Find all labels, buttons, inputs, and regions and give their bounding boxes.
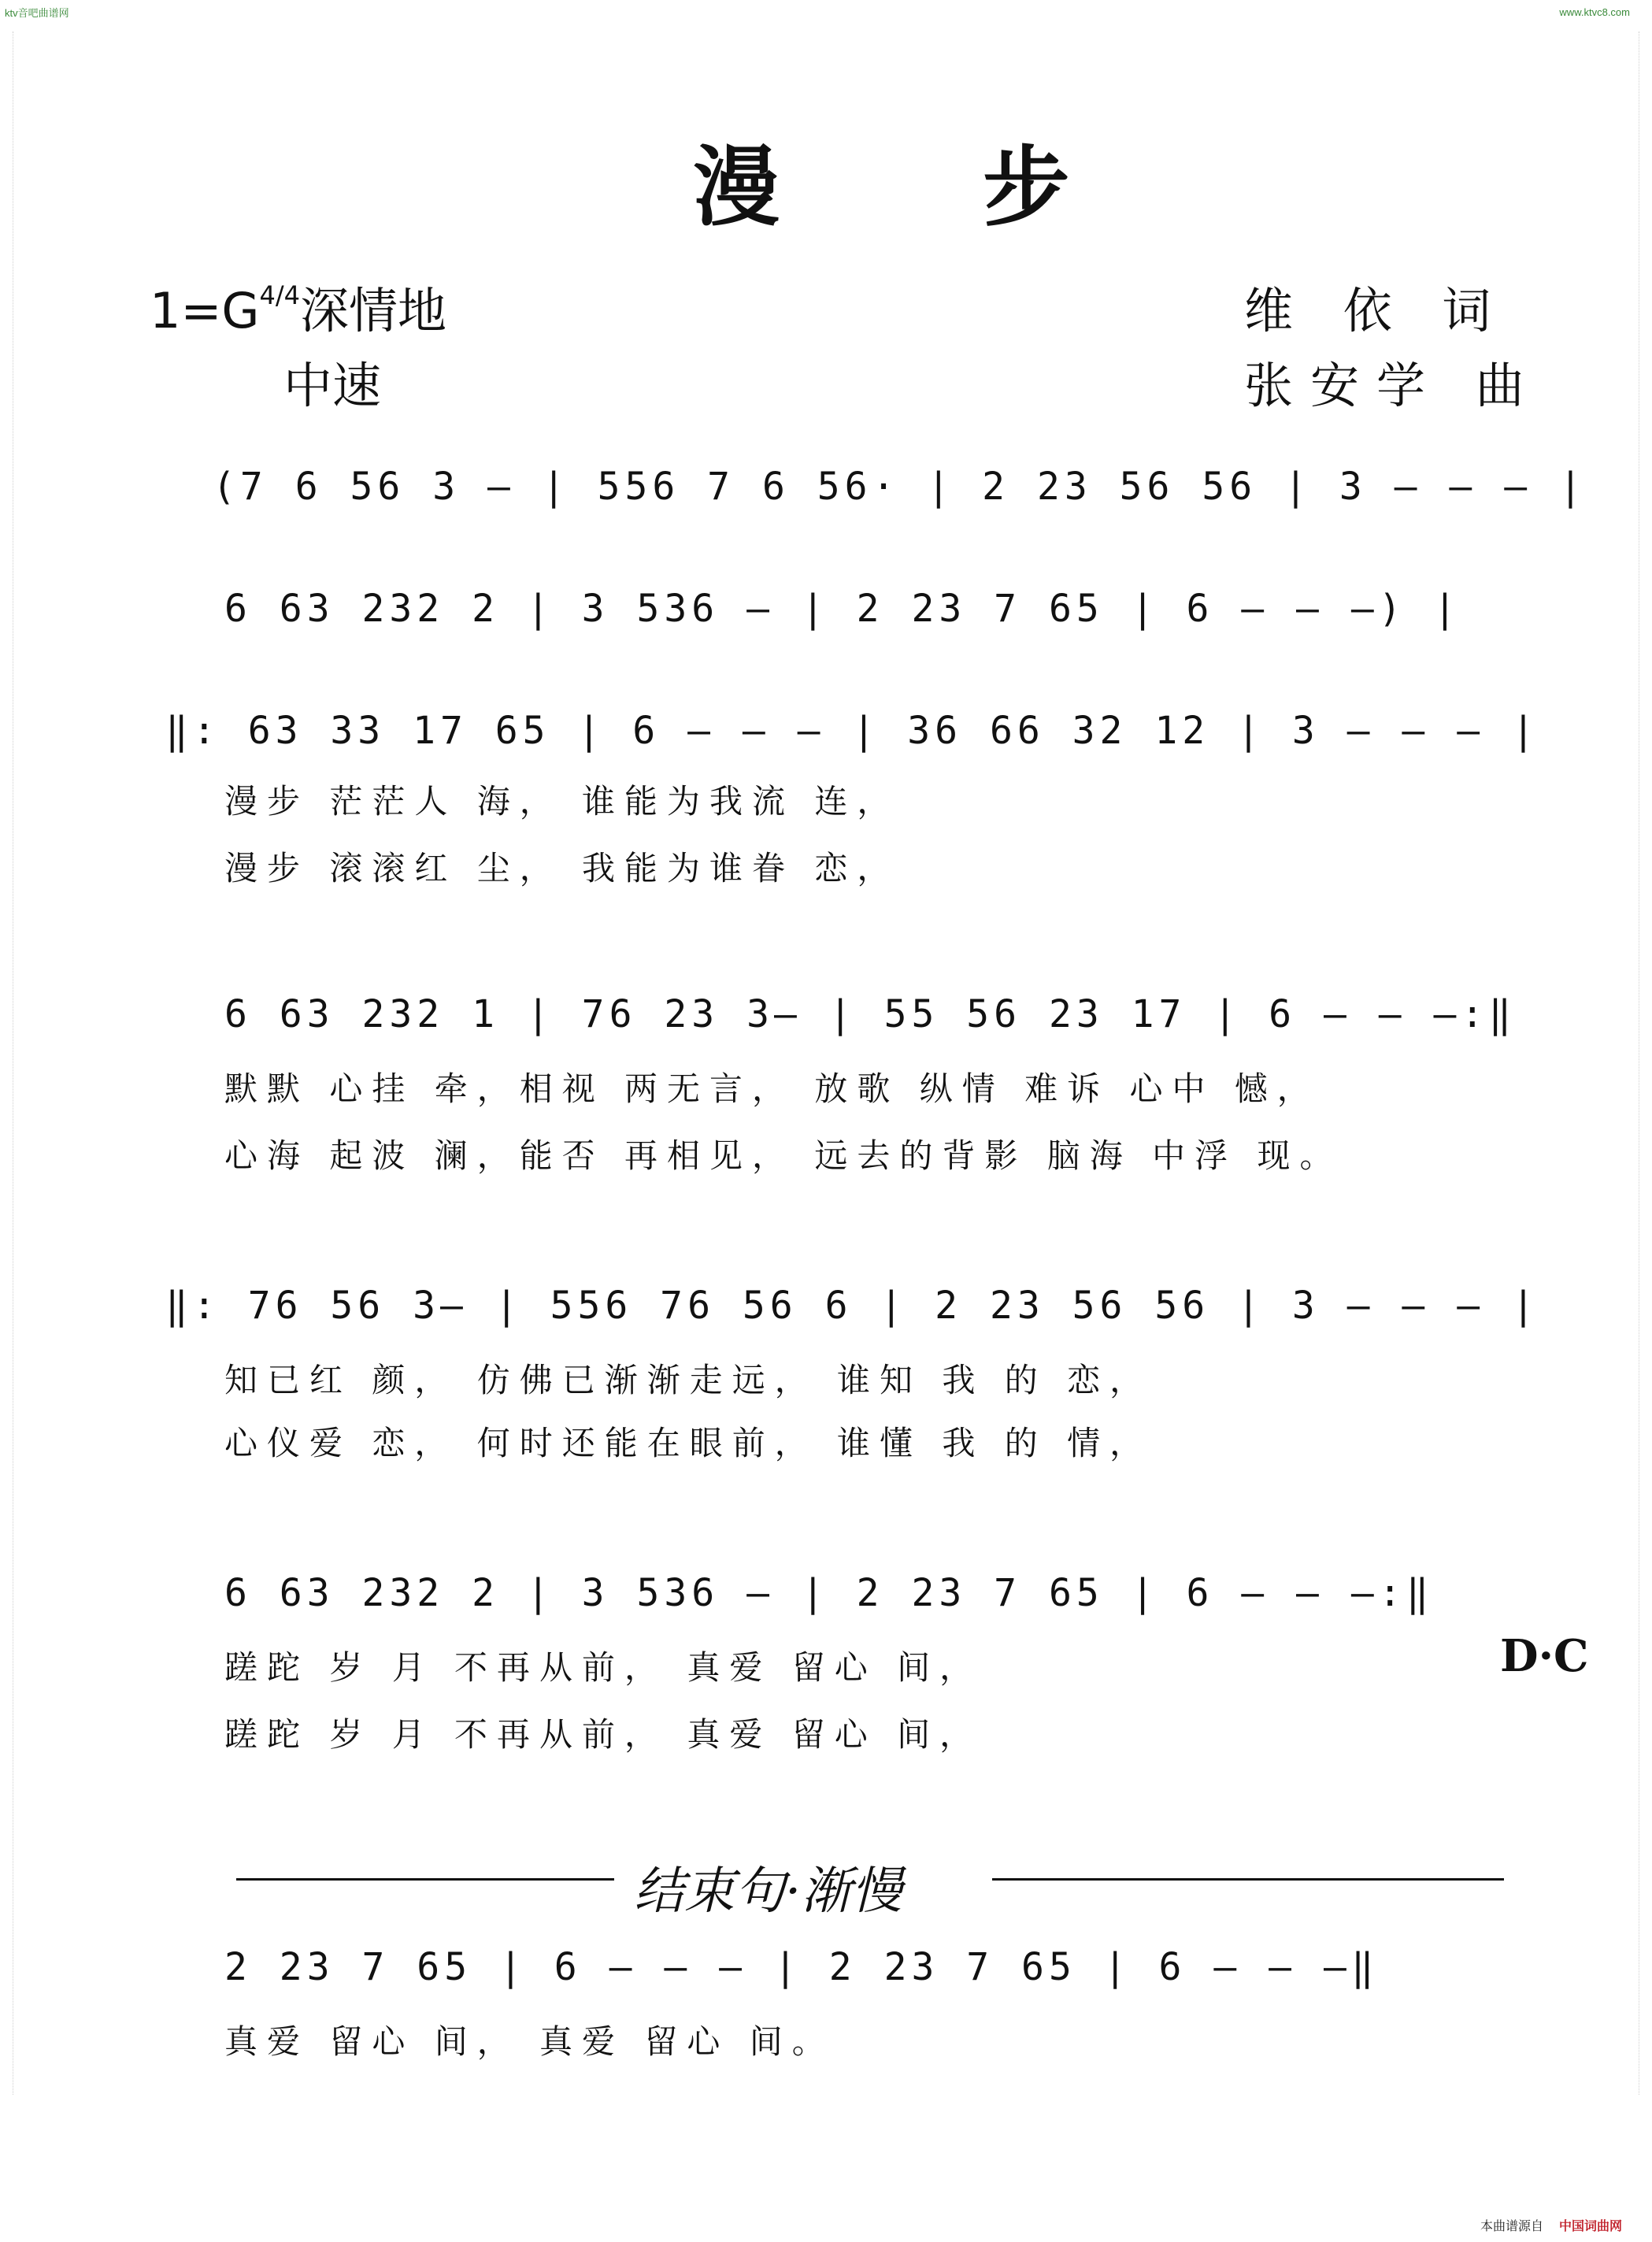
coda-label: 结束句·渐慢 xyxy=(634,1862,902,1921)
row-6-lyrics-verse-2: 蹉跎 岁 月 不再从前， 真爱 留心 间， xyxy=(224,1715,983,1754)
coda-bracket-left-line xyxy=(236,1878,614,1881)
site-watermark-right: www.ktvc8.com xyxy=(1559,6,1630,18)
left-edge-strip xyxy=(2,31,13,2095)
coda-bracket-right-line xyxy=(992,1878,1504,1881)
score-row-4-notes: 6 63 232 1 | 76 23 3— | 55 56 23 17 | 6 — — —:‖ xyxy=(224,992,1517,1036)
key-text: 1=G xyxy=(150,282,260,339)
key-signature xyxy=(150,272,446,342)
row-3-lyrics-verse-2: 漫步 滚滚红 尘， 我能为谁眷 恋， xyxy=(224,849,900,888)
composer-credit: 张安学 曲 xyxy=(1244,357,1542,414)
score-row-6-notes: 6 63 232 2 | 3 536 — | 2 23 7 65 | 6 — — —:‖ xyxy=(224,1571,1434,1615)
time-signature: 4/4 xyxy=(259,280,300,311)
footer-site-link[interactable]: 中国词曲网 xyxy=(1559,2220,1623,2233)
site-watermark-left: ktv音吧曲谱网 xyxy=(5,7,69,19)
da-capo-mark: D·C xyxy=(1500,1630,1589,1682)
row-4-lyrics-verse-1: 默默 心挂 牵，相视 两无言， 放歌 纵情 难诉 心中 憾， xyxy=(224,1069,1320,1108)
footer-source-text: 本曲谱源自 xyxy=(1480,2220,1544,2233)
row-5-lyrics-verse-2: 心仪爱 恋， 何时还能在眼前， 谁懂 我 的 情， xyxy=(224,1424,1153,1462)
score-row-3-notes: ‖: 63 33 17 65 | 6 — — — | 36 66 32 12 | 3 — — — | xyxy=(165,709,1539,753)
mood-text: 深情地 xyxy=(299,282,446,339)
score-row-2-notes: 6 63 232 2 | 3 536 — | 2 23 7 65 | 6 — — —) | xyxy=(224,587,1461,631)
score-row-1-notes: (7 6 56 3 — | 556 7 6 56· | 2 23 56 56 | 3 — — — | xyxy=(213,465,1587,509)
right-edge-strip xyxy=(1639,31,1650,2095)
lyricist-credit: 维 依 词 xyxy=(1244,282,1509,339)
score-row-7-notes: 2 23 7 65 | 6 — — — | 2 23 7 65 | 6 — — —‖ xyxy=(224,1945,1379,1989)
row-7-lyrics: 真爱 留心 间， 真爱 留心 间。 xyxy=(224,2022,835,2061)
row-6-lyrics-verse-1: 蹉跎 岁 月 不再从前， 真爱 留心 间， xyxy=(224,1648,983,1687)
row-4-lyrics-verse-2: 心海 起波 澜，能否 再相见， 远去的背影 脑海 中浮 现。 xyxy=(224,1136,1343,1175)
row-3-lyrics-verse-1: 漫步 茫茫人 海， 谁能为我流 连， xyxy=(224,782,900,821)
song-title: 漫 步 xyxy=(693,136,1157,238)
score-row-5-notes: ‖: 76 56 3— | 556 76 56 6 | 2 23 56 56 | 3 — — — | xyxy=(165,1284,1539,1328)
tempo-marking: 中速 xyxy=(283,357,382,414)
row-5-lyrics-verse-1: 知已红 颜， 仿佛已渐渐走远， 谁知 我 的 恋， xyxy=(224,1361,1153,1399)
